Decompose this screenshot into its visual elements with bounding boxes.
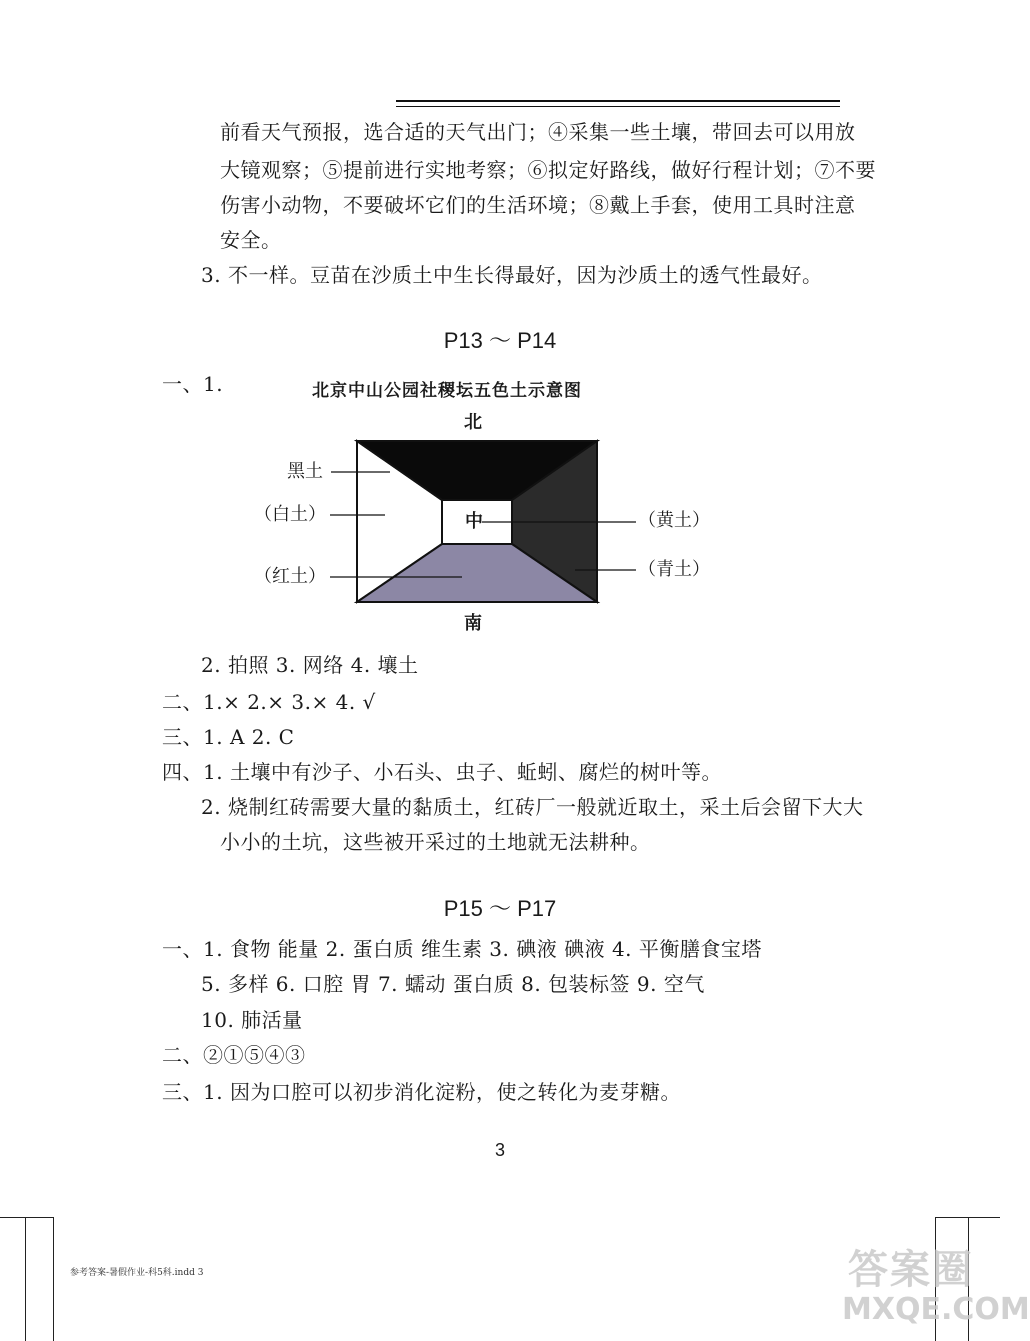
section-heading-p15-p17: P15 ～ P17 bbox=[443, 896, 557, 921]
question-label: 一、1. bbox=[162, 372, 224, 396]
text-line: 大镜观察；⑤提前进行实地考察；⑥拟定好路线，做好行程计划；⑦不要 bbox=[220, 158, 876, 182]
answer-line: 5. 多样 6. 口腔 胃 7. 蠕动 蛋白质 8. 包装标签 9. 空气 bbox=[201, 972, 705, 996]
text-line: 前看天气预报，选合适的天气出门；④采集一些土壤，带回去可以用放 bbox=[220, 120, 856, 144]
crop-mark bbox=[25, 1217, 26, 1341]
label-black-soil: 黑土 bbox=[287, 461, 323, 482]
answer-line: 二、1.× 2.× 3.× 4. √ bbox=[162, 690, 376, 714]
answer-line: 2. 烧制红砖需要大量的黏质土，红砖厂一般就近取土，采土后会留下大大 bbox=[201, 795, 864, 819]
label-north: 北 bbox=[464, 412, 482, 433]
header-rule-thin bbox=[396, 106, 840, 107]
answer-line: 一、1. 食物 能量 2. 蛋白质 维生素 3. 碘液 碘液 4. 平衡膳食宝塔 bbox=[162, 937, 762, 961]
answer-line: 二、②①⑤④③ bbox=[162, 1043, 306, 1067]
crop-mark bbox=[0, 1217, 53, 1218]
answer-line: 小小的土坑，这些被开采过的土地就无法耕种。 bbox=[220, 830, 651, 854]
label-cyan-soil: （青土） bbox=[638, 559, 710, 580]
text-line: 安全。 bbox=[220, 228, 282, 252]
section-heading-p13-p14: P13 ～ P14 bbox=[443, 328, 557, 353]
footer-file-label: 参考答案-暑假作业-科5科.indd 3 bbox=[70, 1268, 204, 1278]
label-red-soil: （红土） bbox=[254, 566, 326, 587]
diagram-title: 北京中山公园社稷坛五色土示意图 bbox=[312, 381, 582, 401]
answer-line: 2. 拍照 3. 网络 4. 壤土 bbox=[201, 653, 419, 677]
watermark-url: MXQE.COM bbox=[842, 1292, 1030, 1327]
page-number: 3 bbox=[494, 1140, 505, 1160]
answer-line: 三、1. A 2. C bbox=[162, 725, 295, 749]
text-line: 伤害小动物，不要破坏它们的生活环境；⑧戴上手套，使用工具时注意 bbox=[220, 193, 856, 217]
label-south: 南 bbox=[464, 613, 482, 634]
watermark-logo: 答案圈 bbox=[848, 1247, 974, 1293]
label-yellow-soil: （黄土） bbox=[638, 510, 710, 531]
crop-mark bbox=[53, 1217, 54, 1341]
answer-line: 10. 肺活量 bbox=[201, 1008, 303, 1032]
answer-line: 三、1. 因为口腔可以初步消化淀粉，使之转化为麦芽糖。 bbox=[162, 1080, 681, 1104]
label-white-soil: （白土） bbox=[254, 504, 326, 525]
text-line: 3. 不一样。豆苗在沙质土中生长得最好，因为沙质土的透气性最好。 bbox=[201, 263, 823, 287]
label-center: 中 bbox=[465, 511, 483, 532]
answer-line: 四、1. 土壤中有沙子、小石头、虫子、蚯蚓、腐烂的树叶等。 bbox=[162, 760, 722, 784]
header-rule-thick bbox=[396, 100, 840, 102]
